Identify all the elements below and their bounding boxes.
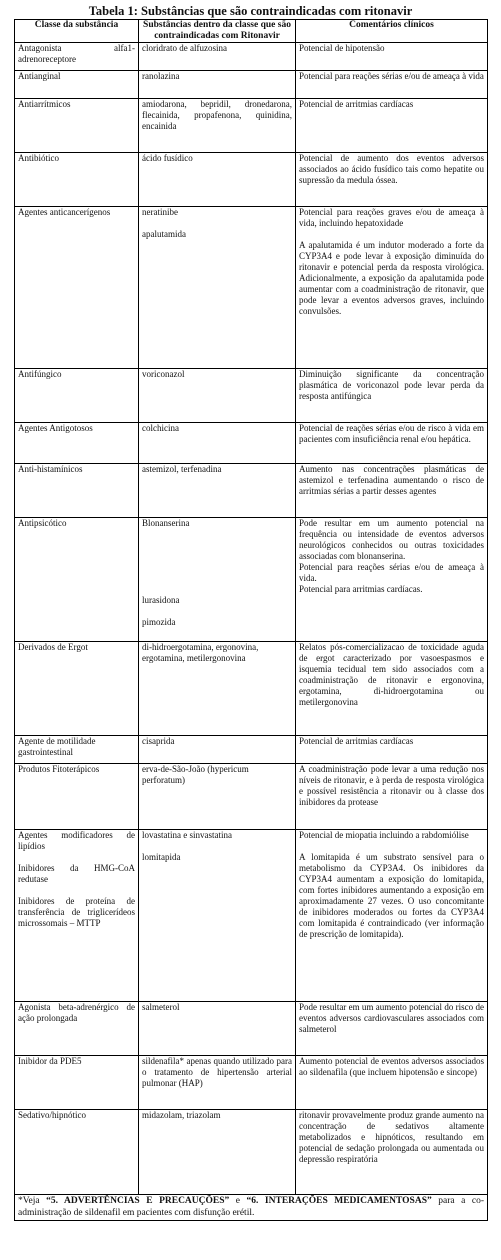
table-row: [15, 764, 488, 830]
classe-cell: Agonista beta-adrenérgico de ação prolongada: [15, 1002, 139, 1056]
substancia-item: lomitapida: [142, 852, 181, 862]
classe-item: Inibidores da HMG-CoA redutase: [18, 863, 135, 884]
comentario-cell: Potencial de aumento dos eventos adversos associados ao ácido fusídico tais como hepatite ou supressão da medula óssea.: [296, 153, 488, 207]
substancia-cell: di-hidroergotamina, ergonovina, ergotamina, metilergonovina: [139, 642, 296, 736]
footnote-row: [15, 1195, 488, 1221]
comentario-cell: Potencial de hipotensão: [296, 43, 488, 71]
footnote-suffix: para a co-administração de sildenafil em pacientes com disfunção erétil.: [18, 1196, 484, 1218]
table-row: [15, 1056, 488, 1110]
substancia-item: lovastatina e sinvastatina: [142, 830, 232, 840]
table-row: [15, 736, 488, 764]
comentario-item: Potencial para reações graves e/ou de ameaça à vida, incluindo hepatoxidade: [299, 207, 484, 228]
footnote-prefix: *Veja: [18, 1196, 47, 1206]
comentario-cell: Relatos pós-comercializacao de toxicidade aguda de ergot caracterizado por vasoespasmos e isquemia tecidual tem sido associados com a coadministração de ritonavir e ergonovina, ergotamina, di-hidroergotamina ou metilergonovina: [296, 642, 488, 736]
substancia-cell: colchicina: [139, 423, 296, 464]
footnote: [15, 1195, 488, 1221]
substancia-cell: [139, 518, 296, 642]
document: [14, 4, 487, 1221]
substancia-cell: midazolam, triazolam: [139, 1110, 296, 1195]
header-substancias: Substâncias dentro da classe que são contraindicadas com Ritonavir: [139, 20, 296, 43]
classe-cell: Derivados de Ergot: [15, 642, 139, 736]
table-row: [15, 1110, 488, 1195]
footnote-ref-advertencias: “5. ADVERTÊNCIAS E PRECAUÇÕES”: [46, 1196, 230, 1206]
comentario-cell: Potencial de reações sérias e/ou de risco à vida em pacientes com insuficiência renal e/ou hepática.: [296, 423, 488, 464]
comentario-item: Potencial de miopatia incluindo a rabdomiólise: [299, 830, 469, 840]
classe-cell: Produtos Fitoterápicos: [15, 764, 139, 830]
classe-cell: Sedativo/hipnótico: [15, 1110, 139, 1195]
comentario-cell: Potencial de arritmias cardíacas: [296, 736, 488, 764]
classe-cell: Antifúngico: [15, 369, 139, 423]
substancia-item: Blonanserina: [142, 518, 190, 528]
substancia-cell: voriconazol: [139, 369, 296, 423]
substancia-cell: cisaprida: [139, 736, 296, 764]
comentario-cell: Aumento nas concentrações plasmáticas de astemizol e terfenadina aumentando o risco de arritmias sérias a partir desses agentes: [296, 464, 488, 518]
classe-cell: Antagonista alfa1-adrenoreceptore: [15, 43, 139, 71]
classe-cell: [15, 830, 139, 1002]
table-row: [15, 518, 488, 642]
substancia-item: neratinibe: [142, 207, 178, 217]
table-row: [15, 830, 488, 1002]
substancia-cell: sildenafila* apenas quando utilizado para o tratamento de hipertensão arterial pulmonar (HAP): [139, 1056, 296, 1110]
classe-item: Inibidores de proteína de transferência de triglicerídeos microssomais – MTTP: [18, 896, 135, 928]
comentario-item: A apalutamida é um indutor moderado a forte da CYP3A4 e pode levar à exposição diminuída do ritonavir e potencial perda da resposta virológica. Adicionalmente, a exposição da apalutamida pode aumentar com a coadministração de ritonavir, que pode levar a eventos adversos graves, incluindo convulsões.: [299, 240, 484, 316]
footnote-ref-interacoes: “6. INTERAÇÕES MEDICAMENTOSAS”: [246, 1196, 432, 1206]
classe-cell: Inibidor da PDE5: [15, 1056, 139, 1110]
classe-cell: Agentes anticancerígenos: [15, 207, 139, 369]
contraindications-table: [14, 19, 488, 1221]
classe-item: Agentes modificadores de lipídios: [18, 830, 135, 851]
substancia-cell: ranolazina: [139, 71, 296, 99]
table-row: [15, 43, 488, 71]
substancia-cell: cloridrato de alfuzosina: [139, 43, 296, 71]
header-comentarios: Comentários clínicos: [296, 20, 488, 43]
classe-cell: Antibiótico: [15, 153, 139, 207]
classe-cell: Anti-histamínicos: [15, 464, 139, 518]
comentario-cell: A coadministração pode levar a uma redução nos níveis de ritonavir, e à perda de resposta virológica e possível resistência a ritonavir ou à classe dos inibidores da protease: [296, 764, 488, 830]
comentario-cell: ritonavir provavelmente produz grande aumento na concentração de sedativos altamente metabolizados e hipnóticos, resultando em potencial de sedação prolongada ou aumentada ou depressão respiratória: [296, 1110, 488, 1195]
substancia-cell: amiodarona, bepridil, dronedarona, flecainida, propafenona, quinidina, encainida: [139, 99, 296, 153]
substancia-cell: astemizol, terfenadina: [139, 464, 296, 518]
header-classe: Classe da substância: [15, 20, 139, 43]
substancia-cell: [139, 207, 296, 369]
table-row: [15, 464, 488, 518]
comentario-cell: [296, 207, 488, 369]
header-row: [15, 20, 488, 43]
comentario-cell: Potencial para reações sérias e/ou de ameaça à vida: [296, 71, 488, 99]
comentario-cell: Pode resultar em um aumento potencial do risco de eventos adversos cardiovasculares associados com salmeterol: [296, 1002, 488, 1056]
comentario-item: Pode resultar em um aumento potencial na frequência ou intensidade de eventos adversos neurológicos conhecidos ou outras toxicidades associadas com blonanserina.: [299, 518, 484, 561]
classe-cell: Agentes Antigotosos: [15, 423, 139, 464]
comentario-cell: [296, 518, 488, 642]
comentario-cell: [296, 830, 488, 1002]
substancia-item: lurasidona: [142, 595, 180, 605]
substancia-item: apalutamida: [142, 229, 186, 239]
footnote-middle: e: [229, 1196, 247, 1206]
comentario-item: Potencial para reações sérias e/ou de ameaça à vida.: [299, 562, 484, 583]
table-row: [15, 153, 488, 207]
comentario-cell: Potencial de arritmias cardíacas: [296, 99, 488, 153]
table-row: [15, 423, 488, 464]
table-row: [15, 1002, 488, 1056]
classe-cell: Antipsicótico: [15, 518, 139, 642]
classe-cell: Antianginal: [15, 71, 139, 99]
table-row: [15, 642, 488, 736]
classe-cell: Antiarrítmicos: [15, 99, 139, 153]
substancia-item: pimozida: [142, 617, 176, 627]
substancia-cell: ácido fusídico: [139, 153, 296, 207]
comentario-cell: Aumento potencial de eventos adversos associados ao sildenafila (que incluem hipotensão e sincope): [296, 1056, 488, 1110]
table-row: [15, 369, 488, 423]
comentario-item: A lomitapida é um substrato sensível para o metabolismo da CYP3A4. Os inibidores da CYP3A4 aumentam a exposição do lomitapida, com fortes inibidores aumentando a exposição em aproximadamente 27 vezes. O uso concomitante de inibidores moderados ou fortes da CYP3A4 com lomitapida é contraindicado (ver informação de prescrição de lomitapida).: [299, 852, 484, 939]
substancia-cell: erva-de-São-João (hypericum perforatum): [139, 764, 296, 830]
table-title: Tabela 1: Substâncias que são contraindicadas com ritonavir: [88, 4, 413, 18]
table-row: [15, 99, 488, 153]
comentario-item: Potencial para arritmias cardíacas.: [299, 584, 423, 594]
classe-cell: Agente de motilidade gastrointestinal: [15, 736, 139, 764]
table-row: [15, 207, 488, 369]
substancia-cell: [139, 830, 296, 1002]
comentario-cell: Diminuição significante da concentração plasmática de voriconazol pode levar perda da resposta antifúngica: [296, 369, 488, 423]
table-row: [15, 71, 488, 99]
substancia-cell: salmeterol: [139, 1002, 296, 1056]
